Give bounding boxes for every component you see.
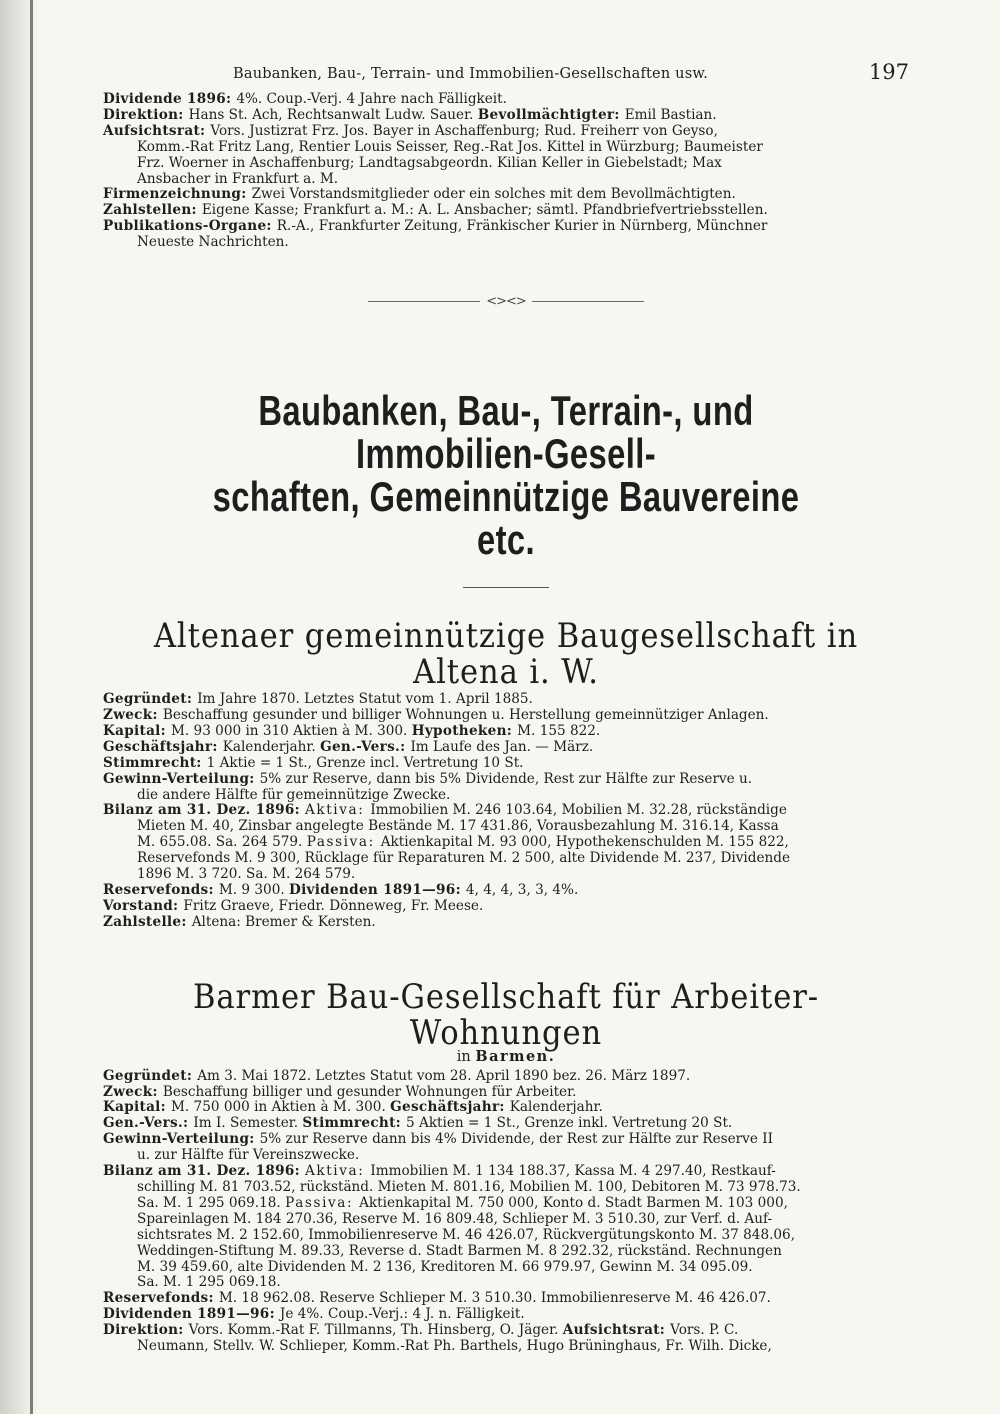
field-label: Direktion: (103, 1322, 189, 1339)
field-text: Reservefonds M. 9 300, Rücklage für Reparaturen M. 2 500, alte Dividende M. 237, Dividende (137, 850, 791, 867)
field-label: Geschäftsjahr: (103, 738, 223, 755)
text-line (103, 1244, 909, 1260)
field-text: Je 4%. Coup.-Verj.: 4 J. n. Fälligkeit. (279, 1306, 525, 1323)
field-text: Vors. Komm.-Rat F. Tillmanns, Th. Hinsberg, O. Jäger. (188, 1322, 563, 1339)
text-line (103, 1116, 909, 1132)
spaced-label: Aktiva: (304, 802, 371, 819)
field-text: Neumann, Stellv. W. Schlieper, Komm.-Rat Ph. Barthels, Hugo Brüninghaus, Fr. Wilh. Dicke, (137, 1338, 772, 1355)
text-line (103, 1212, 909, 1228)
text-line (103, 788, 909, 804)
text-line (103, 1291, 909, 1307)
book-binding-edge (0, 0, 38, 1414)
text-line (103, 124, 909, 140)
field-label: Aufsichtsrat: (562, 1322, 671, 1339)
text-line (103, 835, 909, 851)
previous-entry-continuation (103, 92, 909, 251)
text-line (103, 740, 909, 756)
text-line (103, 140, 909, 156)
text-line (103, 203, 909, 219)
field-text: Im I. Semester. (193, 1115, 303, 1132)
field-text: Ansbacher in Frankfurt a. M. (137, 170, 339, 187)
field-text: Beschaffung gesunder und billiger Wohnungen u. Herstellung gemeinnütziger Anlagen. (162, 706, 769, 723)
field-text: Immobilien M. 246 103.64, Mobilien M. 32.28, rückständige (370, 802, 787, 819)
divider-rule-left (368, 301, 480, 302)
field-text: Sa. M. 1 295 069.18. (137, 1194, 286, 1211)
running-head (103, 62, 909, 92)
field-label: Publikations-Organe: (103, 218, 277, 235)
field-label: Zweck: (103, 706, 163, 723)
text-line (103, 867, 909, 883)
text-line (103, 1228, 909, 1244)
field-text: Aktienkapital M. 750 000, Konto d. Stadt Barmen M. 103 000, (359, 1194, 788, 1211)
field-text: M. 18 962.08. Reserve Schlieper M. 3 510.30. Immobilienreserve M. 46 426.07. (218, 1290, 771, 1307)
page-number: 197 (868, 60, 909, 84)
field-text: M. 39 459.60, alte Dividenden M. 2 136, Kreditoren M. 66 979.97, Gewinn M. 34 095.09. (137, 1258, 753, 1275)
field-text: M. 9 300. (218, 881, 289, 898)
field-text: Frz. Woerner in Aschaffenburg; Landtagsabgeordn. Kilian Keller in Giebelstadt; Max (137, 154, 722, 171)
text-line (103, 92, 909, 108)
running-head-title: Baubanken, Bau-, Terrain- und Immobilien-Gesellschaften usw. (233, 66, 709, 82)
company-entry-barmen (103, 1069, 909, 1355)
field-label: Reservefonds: (103, 881, 219, 898)
field-text: Zwei Vorstandsmitglieder oder ein solches mit dem Bevollmächtigten. (251, 186, 736, 203)
field-label: Dividenden 1891—96: (289, 881, 466, 898)
text-line (103, 1339, 909, 1355)
field-label: Gegründet: (103, 691, 198, 708)
divider-ornament-icon: <><> (486, 294, 526, 310)
field-label: Stimmrecht: (302, 1115, 407, 1132)
field-text: Komm.-Rat Fritz Lang, Rentier Louis Seisser, Reg.-Rat Jos. Kittel in Würzburg; Baumeister (137, 138, 763, 155)
text-line (103, 108, 909, 124)
text-line (103, 187, 909, 203)
field-text: sichtsrates M. 2 152.60, Immobilienreserve M. 46 426.07, Rückvergütungskonto M. 37 848.06, (137, 1226, 796, 1243)
field-label: Bilanz am 31. Dez. 1896: (103, 1163, 305, 1180)
field-text: Kalenderjahr. (222, 738, 321, 755)
text-line (103, 899, 909, 915)
field-text: Beschaffung billiger und gesunder Wohnungen für Arbeiter. (162, 1083, 577, 1100)
text-line (103, 915, 909, 931)
text-line (103, 235, 909, 251)
field-label: Gen.-Vers.: (103, 1115, 194, 1132)
field-text: R.-A., Frankfurter Zeitung, Fränkischer Kurier in Nürnberg, Münchner (276, 218, 768, 235)
text-line (103, 1260, 909, 1276)
field-label: Zahlstelle: (103, 913, 192, 930)
field-text: Aktienkapital M. 93 000, Hypothekenschulden M. 155 822, (380, 834, 789, 851)
field-label: Direktion: (103, 106, 189, 123)
company-title-altena: Altenaer gemeinnützige Baugesellschaft in Altena i. W. (153, 616, 859, 693)
field-text: Sa. M. 1 295 069.18. (137, 1274, 281, 1291)
field-label: Reservefonds: (103, 1290, 219, 1307)
text-line (103, 1196, 909, 1212)
section-title-line-2: schaften, Gemeinnützige Bauvereine etc. (212, 473, 800, 564)
field-text: Im Laufe des Jan. — März. (410, 738, 594, 755)
field-label: Gewinn-Verteilung: (103, 1131, 260, 1148)
field-text: Mieten M. 40, Zinsbar angelegte Bestände M. 17 431.86, Vorausbezahlung M. 316.14, Kassa (137, 818, 779, 835)
field-label: Dividenden 1891—96: (103, 1306, 280, 1323)
field-text: 4%. Coup.-Verj. 4 Jahre nach Fälligkeit. (236, 91, 507, 107)
text-line (103, 803, 909, 819)
field-text: Neueste Nachrichten. (137, 234, 289, 251)
text-line (103, 1069, 909, 1085)
section-title-line-1: Baubanken, Bau-, Terrain-, und Immobilien-Gesell- (258, 387, 754, 478)
field-label: Kapital: (103, 722, 171, 739)
text-line (103, 756, 909, 772)
field-text: 5% zur Reserve dann bis 4% Dividende, der Rest zur Hälfte zur Reserve II (259, 1131, 773, 1148)
field-text: Am 3. Mai 1872. Letztes Statut vom 28. April 1890 bez. 26. März 1897. (197, 1067, 691, 1084)
field-label: Kapital: (103, 1099, 171, 1116)
field-text: Altena: Bremer & Kersten. (191, 913, 376, 930)
field-label: Firmenzeichnung: (103, 186, 252, 203)
company-location-place: Barmen. (475, 1047, 556, 1065)
field-text: M. 750 000 in Aktien à M. 300. (171, 1099, 391, 1116)
field-label: Gewinn-Verteilung: (103, 770, 260, 787)
field-text: 1 Aktie = 1 St., Grenze incl. Vertretung 10 St. (206, 754, 524, 771)
field-label: Aufsichtsrat: (103, 122, 211, 139)
text-line (103, 692, 909, 708)
field-text: 4, 4, 4, 3, 3, 4%. (465, 881, 579, 898)
page (103, 62, 909, 1355)
field-text: Vors. P. C. (670, 1322, 739, 1339)
field-label: Geschäftsjahr: (390, 1099, 510, 1116)
field-label: Bevollmächtigter: (477, 106, 625, 123)
text-line (103, 156, 909, 172)
field-label: Vorstand: (103, 897, 184, 914)
field-text: Emil Bastian. (624, 106, 717, 123)
field-text: Weddingen-Stiftung M. 89.33, Reverse d. Stadt Barmen M. 8 292.32, rückständ. Rechnungen (137, 1242, 782, 1259)
field-label: Hypotheken: (411, 722, 518, 739)
field-text: M. 93 000 in 310 Aktien à M. 300. (171, 722, 412, 739)
field-label: Stimmrecht: (103, 754, 207, 771)
company-location-prefix: in (456, 1048, 476, 1065)
text-line (103, 772, 909, 788)
field-text: M. 155 822. (517, 722, 601, 739)
spaced-label: Passiva: (306, 834, 381, 851)
field-text: Spareinlagen M. 184 270.36, Reserve M. 16 809.48, Schlieper M. 3 510.30, zur Verf. d. Auf- (137, 1210, 773, 1227)
field-text: u. zur Hälfte für Vereinszwecke. (137, 1147, 360, 1164)
divider-rule-right (532, 301, 644, 302)
field-label: Zahlstellen: (103, 202, 202, 219)
field-text: schilling M. 81 703.52, rückständ. Mieten M. 801.16, Mobilien M. 100, Debitoren M. 73 978.73. (137, 1179, 801, 1195)
field-label: Gen.-Vers.: (320, 738, 411, 755)
text-line (103, 851, 909, 867)
spaced-label: Aktiva: (304, 1163, 371, 1180)
section-divider (103, 294, 909, 309)
text-line (103, 1164, 909, 1180)
text-line (103, 883, 909, 899)
field-text: Vors. Justizrat Frz. Jos. Bayer in Aschaffenburg; Rud. Freiherr von Geyso, (210, 122, 718, 139)
field-text: 1896 M. 3 720. Sa. M. 264 579. (137, 866, 356, 883)
company-title-barmen: Barmer Bau-Gesellschaft für Arbeiter-Wohnungen (193, 976, 819, 1053)
field-label: Dividende 1896: (103, 91, 237, 107)
section-title-rule (463, 587, 549, 588)
field-text: 5% zur Reserve, dann bis 5% Dividende, Rest zur Hälfte zur Reserve u. (259, 770, 753, 787)
field-text: Hans St. Ach, Rechtsanwalt Ludw. Sauer. (188, 106, 478, 123)
field-text: Immobilien M. 1 134 188.37, Kassa M. 4 297.40, Restkauf- (370, 1163, 776, 1180)
field-label: Gegründet: (103, 1067, 198, 1084)
text-line (103, 1180, 909, 1196)
section-title (192, 387, 821, 564)
text-line (103, 1148, 909, 1164)
text-line (103, 172, 909, 188)
field-text: Im Jahre 1870. Letztes Statut vom 1. April 1885. (197, 691, 533, 708)
text-line (103, 1085, 909, 1101)
text-line (103, 1275, 909, 1291)
text-line (103, 724, 909, 740)
field-text: 5 Aktien = 1 St., Grenze inkl. Vertretung 20 St. (406, 1115, 733, 1132)
spaced-label: Passiva: (285, 1194, 360, 1211)
field-text: M. 655.08. Sa. 264 579. (137, 834, 307, 851)
field-text: Fritz Graeve, Friedr. Dönneweg, Fr. Meese. (183, 897, 484, 914)
text-line (103, 219, 909, 235)
text-line (103, 1100, 909, 1116)
field-text: Eigene Kasse; Frankfurt a. M.: A. L. Ansbacher; sämtl. Pfandbriefvertriebsstellen. (201, 202, 768, 219)
field-text: Kalenderjahr. (509, 1099, 603, 1116)
field-label: Bilanz am 31. Dez. 1896: (103, 802, 305, 819)
company-entry-altena (103, 692, 909, 931)
text-line (103, 708, 909, 724)
text-line (103, 1307, 909, 1323)
text-line (103, 1323, 909, 1339)
field-text: die andere Hälfte für gemeinnützige Zwecke. (137, 786, 451, 803)
field-label: Zweck: (103, 1083, 163, 1100)
text-line (103, 1132, 909, 1148)
text-line (103, 819, 909, 835)
